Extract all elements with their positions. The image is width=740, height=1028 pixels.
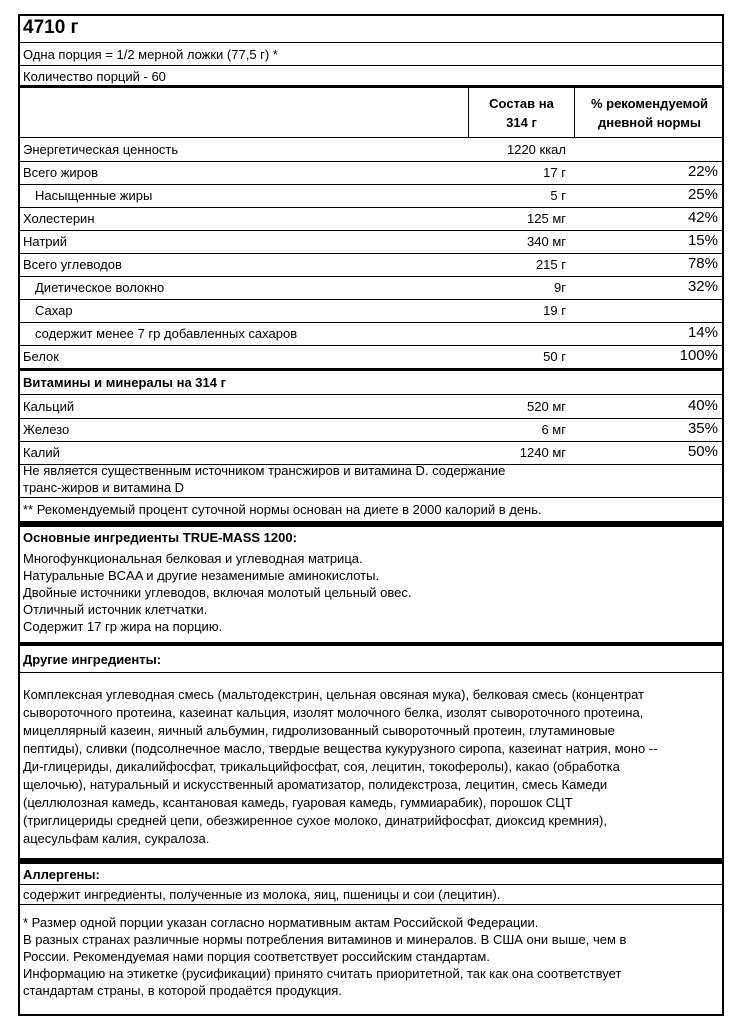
mineral-name: Кальций bbox=[23, 399, 75, 414]
main-ingredients-title: Основные ингредиенты TRUE-MASS 1200: bbox=[23, 530, 297, 545]
nutrient-name: Насыщенные жиры bbox=[35, 188, 153, 203]
trans-fat-note-line1: Не является существенным источником трансжиров и витамина D. содержание bbox=[23, 463, 506, 478]
table-row bbox=[20, 184, 722, 208]
table-row bbox=[20, 299, 722, 323]
paragraph-line: ацесульфам калия, сукралоза. bbox=[23, 831, 210, 846]
disclaimer-text bbox=[23, 914, 721, 999]
nutrition-label bbox=[18, 14, 724, 1016]
nutrient-name: Всего жиров bbox=[23, 165, 99, 180]
paragraph-line: пептиды), сливки (подсолнечное масло, твердые вещества кукурузного сиропа, казеинат натрия, моно -- bbox=[23, 741, 658, 756]
mineral-dv: 50% bbox=[687, 443, 718, 460]
table-row bbox=[20, 138, 722, 162]
paragraph-line: Информацию на этикетке (русификации) принято считать приоритетной, так как она соответствует bbox=[23, 966, 622, 981]
nutrient-name: Холестерин bbox=[23, 211, 95, 226]
thick-divider bbox=[20, 642, 722, 646]
column-header-amount-line1: Состав на bbox=[489, 96, 554, 111]
other-ingredients-text bbox=[23, 686, 721, 848]
vitamins-title: Витамины и минералы на 314 г bbox=[23, 375, 226, 390]
list-item: Многофункциональная белковая и углеводная матрица. bbox=[23, 551, 363, 566]
trans-fat-note-line2: транс-жиров и витамина D bbox=[23, 480, 185, 495]
table-row bbox=[20, 161, 722, 185]
paragraph-line: В разных странах различные нормы потребления витаминов и минералов. В США они выше, чем в bbox=[23, 932, 627, 947]
mineral-dv: 35% bbox=[687, 420, 718, 437]
nutrient-name: Натрий bbox=[23, 234, 68, 249]
nutrient-name: Энергетическая ценность bbox=[23, 142, 179, 157]
nutrient-dv: 25% bbox=[687, 186, 718, 203]
list-item: Натуральные BCAA и другие незаменимые аминокислоты. bbox=[23, 568, 380, 583]
nutrient-name: Белок bbox=[23, 349, 59, 364]
nutrient-amount: 1220 ккал bbox=[506, 142, 566, 157]
nutrient-amount: 340 мг bbox=[527, 234, 566, 249]
nutrient-name: содержит менее 7 гр добавленных сахаров bbox=[35, 326, 298, 341]
nutrient-amount: 215 г bbox=[535, 257, 566, 272]
nutrient-dv: 78% bbox=[687, 255, 718, 272]
table-row bbox=[20, 207, 722, 231]
column-header-dv bbox=[575, 94, 724, 132]
nutrient-amount: 17 г bbox=[543, 165, 566, 180]
column-header-amount-line2: 314 г bbox=[506, 115, 537, 130]
divider bbox=[20, 672, 722, 673]
paragraph-line: Комплексная углеводная смесь (мальтодекстрин, цельная овсяная мука), белковая смесь (концентрат bbox=[23, 687, 645, 702]
other-ingredients-title: Другие ингредиенты: bbox=[23, 652, 162, 667]
nutrient-amount: 5 г bbox=[550, 188, 566, 203]
paragraph-line: (триглицериды средней цепи, обезжиренное сухое молоко, динатрийфосфат, диоксид кремния), bbox=[23, 813, 607, 828]
list-item: Двойные источники углеводов, включая молотый цельный овес. bbox=[23, 585, 412, 600]
nutrient-dv: 42% bbox=[687, 209, 718, 226]
mineral-name: Железо bbox=[23, 422, 70, 437]
main-ingredients-list bbox=[23, 550, 721, 635]
paragraph-line: стандартам страны, в которой продаётся продукция. bbox=[23, 983, 342, 998]
allergens-title: Аллергены: bbox=[23, 867, 100, 882]
paragraph-line: * Размер одной порции указан согласно нормативным актам Российской Федерации. bbox=[23, 915, 539, 930]
nutrient-amount: 50 г bbox=[543, 349, 566, 364]
thick-divider bbox=[20, 521, 722, 527]
mineral-amount: 1240 мг bbox=[519, 445, 566, 460]
nutrient-amount: 9г bbox=[554, 280, 566, 295]
mineral-amount: 520 мг bbox=[527, 399, 566, 414]
column-header-amount bbox=[469, 94, 574, 132]
nutrient-name: Диетическое волокно bbox=[35, 280, 165, 295]
paragraph-line: сывороточного протеина, казеинат кальция, изолят молочного белка, изолят сывороточного протеина, bbox=[23, 705, 644, 720]
paragraph-line: (целлюлозная камедь, ксантановая камедь, гуаровая камедь, гуммиарабик), порошок СЦТ bbox=[23, 795, 573, 810]
nutrient-amount: 19 г bbox=[543, 303, 566, 318]
mineral-amount: 6 мг bbox=[541, 422, 566, 437]
nutrient-dv: 32% bbox=[687, 278, 718, 295]
table-row bbox=[20, 322, 722, 346]
divider bbox=[20, 884, 722, 885]
nutrient-dv: 22% bbox=[687, 163, 718, 180]
mineral-name: Калий bbox=[23, 445, 60, 460]
table-row bbox=[20, 276, 722, 300]
paragraph-line: России. Рекомендуемая нами порция соответствует российским стандартам. bbox=[23, 949, 490, 964]
daily-value-footnote: ** Рекомендуемый процент суточной нормы основан на диете в 2000 калорий в день. bbox=[23, 502, 542, 517]
nutrient-amount: 125 мг bbox=[527, 211, 566, 226]
table-row bbox=[20, 230, 722, 254]
column-header-dv-line2: дневной нормы bbox=[597, 115, 701, 130]
package-weight: 4710 г bbox=[23, 17, 79, 38]
paragraph-line: Ди-глицериды, дикалийфосфат, трикальцийфосфат, соя, лецитин, токоферолы), какао (обработка bbox=[23, 759, 620, 774]
mineral-dv: 40% bbox=[687, 397, 718, 414]
table-row bbox=[20, 345, 722, 369]
table-row bbox=[20, 395, 722, 419]
servings-count: Количество порций - 60 bbox=[23, 69, 166, 84]
allergens-text: содержит ингредиенты, полученные из молока, яиц, пшеницы и сои (лецитин). bbox=[23, 887, 501, 902]
table-row bbox=[20, 441, 722, 465]
divider bbox=[20, 65, 722, 66]
vitamins-title-row bbox=[20, 371, 722, 395]
list-item: Содержит 17 гр жира на порцию. bbox=[23, 619, 223, 634]
nutrient-dv: 15% bbox=[687, 232, 718, 249]
nutrient-dv: 14% bbox=[687, 324, 718, 341]
paragraph-line: мицеллярный казеин, яичный альбумин, гидролизованный сывороточный протеин, глутаминовые bbox=[23, 723, 615, 738]
thick-divider bbox=[20, 858, 722, 864]
thick-divider bbox=[20, 85, 722, 88]
divider bbox=[20, 904, 722, 905]
nutrient-name: Сахар bbox=[35, 303, 73, 318]
nutrient-dv: 100% bbox=[679, 347, 718, 364]
list-item: Отличный источник клетчатки. bbox=[23, 602, 208, 617]
table-row bbox=[20, 253, 722, 277]
paragraph-line: щелочью), натуральный и искусственный ароматизатор, полидекстроза, лецитин, смесь Камеди bbox=[23, 777, 608, 792]
serving-size: Одна порция = 1/2 мерной ложки (77,5 г) * bbox=[23, 47, 278, 62]
divider bbox=[20, 42, 722, 43]
nutrient-name: Всего углеводов bbox=[23, 257, 122, 272]
table-row bbox=[20, 418, 722, 442]
column-header-dv-line1: % рекомендуемой bbox=[590, 96, 709, 111]
divider bbox=[20, 497, 722, 498]
